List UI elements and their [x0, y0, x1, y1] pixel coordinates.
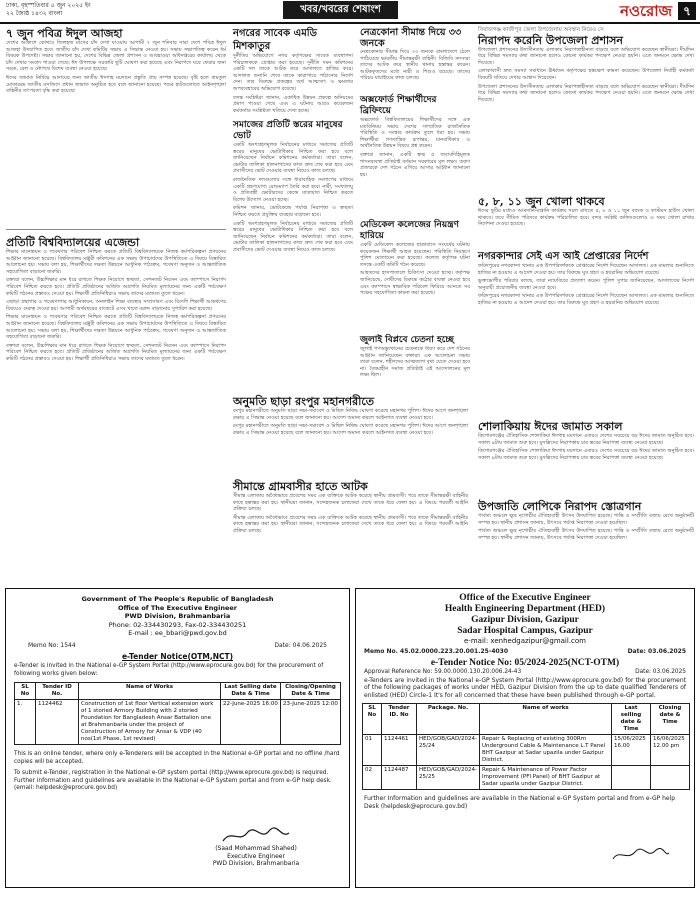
article-body: সীমান্ত এলাকায় অবৈধভাবে প্রবেশের সময় এক ব্যক্তিকে আটক করেছে স্থানীয় গ্রামবাসী। পরে তাকে সীমান্তরক্ষী বাহিনীর কাছে হস্তান্তর করা হয়। স্থানীয়রা জানান, সন্দেহজনক চলাফেরা দেখে তাকে ধরে ফেলা হয়। এ বিষয়ে পরবর্তী আইনি প্রক্রিয়া চলছে।	[233, 514, 468, 534]
issue-date	[6, 2, 116, 18]
table-header-row	[15, 683, 341, 700]
article-body: কিশোরগঞ্জের ঐতিহাসিক শোলাকিয়া ঈদগাহ ময়দানে এবারও দেশের সবচেয়ে বড় ঈদের জামাত অনুষ্ঠিত হবে। সকাল ৯টায় জামাত শুরু হবে। মুসল্লিদের নিরাপত্তায় চার স্তরের নিরাপত্তা ব্যবস্থা নেওয়া হয়েছে।	[478, 433, 694, 446]
article-medical	[360, 220, 470, 297]
article-kicker: সিরাজগঞ্জ কাজীপুর জেলা উপজেলায় অবস্থান নিয়েও সে	[478, 27, 604, 33]
cell: Repair & Maintenance of Power Factor Improvement (PFI Panel) of BHT Gazipur at Sadar upazila under Gazipur District.	[480, 766, 612, 790]
ad-line: Health Engineering Department (HED)	[444, 604, 606, 614]
article-mayor	[233, 27, 353, 114]
newspaper-logo: নওরোজ	[620, 2, 673, 20]
ad-line: Phone: 02-334430293, Fax-02-334430251	[108, 620, 247, 629]
article-body: শিক্ষার মানোন্নয়ন ও গবেষণার পরিবেশ নিশ্চিত করতে প্রতিটি বিশ্ববিদ্যালয়কে নিজস্ব কর্মপরিকল্পনা প্রণয়নের আহ্বান জানানো হয়েছে। বিশ্ববিদ্যালয় মঞ্জুরী কমিশনের এক সভায় উপাচার্যদের উপস্থিতিতে এ বিষয়ে বিস্তারিত আলোচনা হয়। সভায় বলা হয়, শিক্ষার্থীদের দক্ষতা উন্নয়নে আধুনিক পাঠ্যক্রম, গবেষণা অনুদান ও আন্তর্জাতিক সহযোগিতা বাড়ানো জরুরি।	[6, 249, 226, 275]
section-label: খবর/খবরের শেষাংশ	[283, 1, 398, 19]
article-body: পার্বত্য অঞ্চলে ক্ষুদ্র নৃগোষ্ঠীর ঐতিহ্যবাহী উৎসব উদযাপিত হয়েছে। শান্তি ও সম্প্রীতি বজায় রেখে অনুষ্ঠানটি সম্পন্ন হয়। স্থানীয় প্রশাসন জানায়, উৎসবে পর্যাপ্ত নিরাপত্তা দেওয়া হয়েছিল।	[478, 513, 694, 526]
signer-title: Executive Engineer	[227, 852, 285, 860]
article-title: ৭ জুন পবিত্র ঈদুল আজহা	[6, 27, 123, 40]
ad-line: PWD Division, Brahmanbaria	[124, 612, 231, 620]
cell: 22-June-2025 16:00	[221, 700, 281, 745]
article-body: বক্তারা বলেন, উচ্চশিক্ষার মান ধরে রাখতে শিক্ষক নিয়োগে স্বচ্ছতা, সেশনজট নিরসন এবং ক্যাম্পাসে নিরাপদ পরিবেশ নিশ্চিত করতে হবে। প্রতিটি প্রতিষ্ঠানের অর্জিত অগ্রগতি নিয়মিত মূল্যায়নের জন্য একটি পর্যবেক্ষণ কমিটি গঠনের প্রস্তাবও দেওয়া হয়। শিক্ষার্থী প্রতিনিধিরাও সভায় তাদের মতামত তুলে ধরেন।	[6, 277, 226, 297]
cell: 16/06/2025 12.00 pm	[651, 735, 690, 766]
article-jamaat	[478, 420, 694, 461]
cell: 1124461	[382, 735, 417, 766]
article-body: ঈদের ছুটির মধ্যেও আমদানি-রপ্তানি কার্যক্রম সচল রাখতে ৫, ৮ ও ১১ জুন ব্যাংক ও কাস্টমস হাউস খোলা থাকবে। তবে সীমিত পরিসরে কার্যক্রম পরিচালিত হবে। বন্দর সংশ্লিষ্ট অফিসগুলোও এ সময় খোলা রাখার নির্দেশনা দেওয়া হয়েছে।	[478, 208, 694, 228]
article-body: নেত্রকোনার সীমান্ত দিয়ে ৩৩ জনকে বাংলাদেশে ঠেলে পাঠিয়েছে ভারতীয় সীমান্তরক্ষী বাহিনী। বিজিবি সদস্যরা তাদের আটক করে স্থানীয় থানায় হস্তান্তর করেন। আটককৃতদের মধ্যে নারী ও শিশুও রয়েছে। তাদের পরিচয় যাচাইয়ের কাজ চলছে।	[360, 49, 470, 82]
notice-footer: Further Information and guidelines are available in the National e-GP System portal and from e-GP help Desk (helpdesk@eprocure.gov.bd)	[364, 795, 676, 810]
cell: 1124462	[36, 700, 79, 745]
article-title: অক্সফোর্ড শিক্ষার্থীদের ব্রিফিংয়ে	[360, 95, 437, 116]
article-body: পার্বত্য অঞ্চলে ক্ষুদ্র নৃগোষ্ঠীর ঐতিহ্যবাহী উৎসব উদযাপিত হয়েছে। শান্তি ও সম্প্রীতি বজায় রেখে অনুষ্ঠানটি সম্পন্ন হয়। স্থানীয় প্রশাসন জানায়, উৎসবে পর্যাপ্ত নিরাপত্তা দেওয়া হয়েছিল।	[478, 528, 694, 541]
cell: HED/GOB/GAD/2024-25/25	[417, 766, 480, 790]
article-body: রাজনৈতিক দলগুলোর সঙ্গে ধারাবাহিক সংলাপের মাধ্যমে একটি গ্রহণযোগ্য রোডম্যাপ তৈরি করা হবে। নারী, সংখ্যালঘু ও প্রতিবন্ধী ভোটারদের কেন্দ্রে যাতায়াত নিশ্চিত করতে বিশেষ উদ্যোগ নেওয়া হচ্ছে।	[233, 176, 353, 203]
divider	[6, 229, 226, 230]
article-body: ফরিদপুরের নগরকান্দা থানার এক উপপরিদর্শককে গ্রেপ্তারের নির্দেশ দিয়েছেন আদালত। এক মামলার শুনানিতে হাজির না হওয়ায় এ আদেশ দেওয়া হয়। তার বিরুদ্ধে ঘুষ গ্রহণ ও হয়রানির অভিযোগ রয়েছে।	[478, 263, 694, 276]
signer-name: (Saad Mohammad Shahed)	[215, 845, 297, 852]
article-yogi	[478, 500, 694, 541]
article-body: রংপুর মহানগরীতে অনুমতি ছাড়া সভা-সমাবেশ ও মিছিল নিষিদ্ধ ঘোষণা করেছে মহানগর পুলিশ। ঈদের আগে জনশৃঙ্খলা রক্ষায় এ সিদ্ধান্ত নেওয়া হয়েছে বলে জানানো হয়। আদেশ অমান্য করলে আইনগত ব্যবস্থা নেওয়া হবে।	[233, 423, 468, 436]
cell	[651, 766, 690, 790]
article-title: মেডিকেল কলেজের নিয়ন্ত্রণ হারিয়ে	[360, 220, 459, 241]
cell: 1124487	[382, 766, 417, 790]
ad-line: Office of The Executive Engineer	[118, 603, 237, 612]
article-border	[233, 480, 468, 535]
page-header	[0, 0, 700, 24]
article-body: কমিশন জানায়, ভোটকেন্দ্রে পর্যাপ্ত নিরাপত্তা ও স্বচ্ছতা নিশ্চিত করতে প্রযুক্তির ব্যবহার বাড়ানো হবে।	[233, 205, 353, 218]
article-body: দেশের আকাশে কোথাও জিলহজ মাসের চাঁদ দেখা যাওয়ায় আগামী ৭ জুন শনিবার সারা দেশে পবিত্র ঈদুল আজহা উদযাপিত হবে। জাতীয় চাঁদ দেখা কমিটির সভায় এ সিদ্ধান্ত নেওয়া হয়। সভায় সভাপতিত্ব করেন ধর্ম বিষয়ক উপদেষ্টা। সভায় জানানো হয়, দেশের বিভিন্ন জেলা প্রশাসন ও আবহাওয়া অধিদপ্তরের কার্যালয় থেকে চাঁদ দেখার সংবাদ পাওয়া গেছে। ঈদ উপলক্ষে সরকারি ছুটি ঘোষণা করা হয়েছে এবং নিরাপদে ঘরে ফেরার জন্য সড়ক, রেল ও নৌপথে বিশেষ ব্যবস্থা নেওয়া হয়েছে।	[6, 40, 226, 73]
article-body: একটি অংশগ্রহণমূলক নির্বাচনের মাধ্যমে সমাজের প্রতিটি স্তরের মানুষের ভোটাধিকার নিশ্চিত করা হবে বলে জানিয়েছেন নির্বাচন কমিশনের কর্মকর্তারা। তারা বলেন, ভোটার তালিকা হালনাগাদের কাজ দ্রুত শেষ করা হবে এবং প্রবাসীদের ভোট দেওয়ার ব্যবস্থা নিয়েও কাজ চলছে।	[233, 142, 353, 175]
article-title: জুলাই বিপ্লবে চেতনা হচ্ছে	[360, 335, 454, 345]
col-header: Name of Works	[79, 683, 221, 700]
article-body: উপজেলা প্রশাসনের উদাসীনতায় এলাকায় নিরাপত্তাহীনতা বাড়ছে বলে অভিযোগ করেছেন স্থানীয়রা। দীর্ঘদিন ধরে বিভিন্ন সমস্যার কথা জানানো হলেও কোনো কার্যকর পদক্ষেপ নেওয়া হয়নি। এতে জনমনে ক্ষোভ দেখা দিয়েছে।	[478, 83, 694, 103]
article-title: ৫, ৮, ১১ জুন খোলা থাকবে	[478, 195, 605, 208]
signature-icon	[611, 847, 671, 863]
article-body: বক্তারা জানান, একটি স্বচ্ছ ও জবাবদিহিমূলক শাসনব্যবস্থা প্রতিষ্ঠাই বর্তমান সরকারের মূল লক্ষ্য। তরুণ প্রজন্মকে দেশ গঠনে এগিয়ে আসার আহ্বান জানানো হয়।	[360, 151, 470, 178]
tender-notice-pwd	[5, 588, 350, 888]
cell: HED/GOB/GAD/2024-25/24	[417, 735, 480, 766]
col-header: Package. No.	[417, 704, 480, 735]
article-body: এছাড়া গ্রন্থাগার ও গবেষণাগার আধুনিকায়ন, অনলাইন শিক্ষা ব্যবস্থার সম্প্রসারণ এবং বিদেশি শিক্ষার্থী আকর্ষণের বিষয়েও গুরুত্ব দেওয়া হয়। আগামী অর্থবছরের বাজেটে এসব খাতে বরাদ্দ বাড়ানোর সুপারিশ করা হয়েছে।	[6, 299, 226, 312]
article-title: শোলাকিয়ায় ঈদের জামাত সকাল	[478, 420, 623, 433]
ad-line: Government of The People's Republic of Bangladesh	[81, 595, 274, 603]
col-header: Tender ID. No	[382, 704, 417, 735]
cell	[612, 766, 651, 790]
memo-date: Date: 04.06.2025	[274, 641, 327, 649]
memo-row	[356, 646, 694, 655]
notice-footer: To submit e-Tender, registration in the National e-GP system portal (http://www.eprocure.gov.bd) is required. Further information and guidelines are available in the National e-GP System portal and from e-GP help desk. (email: helpdesk@eprocure.gov.bd)	[14, 770, 332, 791]
ad-email: E-mail : ee_bbari@pwd.gov.bd	[128, 629, 227, 637]
cell: 1.	[15, 700, 36, 745]
signature-block	[196, 845, 316, 868]
cell: 02	[363, 766, 382, 790]
ad-line: Gazipur Division, Gazipur	[471, 615, 579, 625]
table-row	[363, 735, 690, 766]
cell: 01	[363, 735, 382, 766]
notice-title: e-Tender Notice No: 05/2024-2025(NCT-OTM)	[430, 657, 620, 668]
signer-office: PWD Division, Brahmanbaria	[212, 860, 300, 867]
article-body: কিশোরগঞ্জের ঐতিহাসিক শোলাকিয়া ঈদগাহ ময়দানে এবারও দেশের সবচেয়ে বড় ঈদের জামাত অনুষ্ঠিত হবে। সকাল ৯টায় জামাত শুরু হবে। মুসল্লিদের নিরাপত্তায় চার স্তরের নিরাপত্তা ব্যবস্থা নেওয়া হয়েছে।	[478, 448, 694, 461]
article-title: প্রতিটি বিশ্ববিদ্যালয়ের এজেন্ডা	[6, 236, 140, 249]
memo-row	[6, 638, 349, 649]
cell: 15/06/2025 16.00	[612, 735, 651, 766]
col-header: Last Selling date Date & Time	[221, 683, 281, 700]
article-body: আহতদের হাসপাতালে চিকিৎসা দেওয়া হচ্ছে। কর্তৃপক্ষ জানিয়েছে, দোষীদের বিরুদ্ধে কঠোর ব্যবস্থা নেওয়া হবে এবং ক্যাম্পাসে স্বাভাবিক পরিবেশ ফিরিয়ে আনতে সব পক্ষের সহযোগিতা কামনা করা হয়েছে।	[360, 270, 470, 297]
approval-ref: Approval Reference No: 59.00.0000.130.20.006.24-43	[364, 668, 522, 675]
col-header: Closing/Opening Date & Time	[281, 683, 341, 700]
article-upazila	[478, 27, 694, 103]
article-body: ফরিদপুরের নগরকান্দা থানার এক উপপরিদর্শককে গ্রেপ্তারের নির্দেশ দিয়েছেন আদালত। এক মামলার শুনানিতে হাজির না হওয়ায় এ আদেশ দেওয়া হয়। তার বিরুদ্ধে ঘুষ গ্রহণ ও হয়রানির অভিযোগ রয়েছে।	[478, 293, 694, 306]
date-bangla: ২২ জ্যৈষ্ঠ ১৪৩২ বাংলা	[6, 10, 63, 17]
article-nagarkanda	[478, 250, 694, 307]
article-body: দুর্নীতির অভিযোগে নগর কর্তৃপক্ষের সাবেক ব্যবস্থাপনা পরিচালককে গ্রেপ্তার করা হয়েছে। দুর্নীতি দমন কমিশনের একটি দল তাকে আটক করে আদালতে হাজির করে। আদালত শুনানি শেষে তাকে কারাগারে পাঠানোর নির্দেশ দেন। তার বিরুদ্ধে প্রকল্পের অর্থ আত্মসাৎ ও ক্ষমতার অপব্যবহারের অভিযোগ রয়েছে।	[233, 53, 353, 92]
article-body: বক্তারা বলেন, উচ্চশিক্ষার মান ধরে রাখতে শিক্ষক নিয়োগে স্বচ্ছতা, সেশনজট নিরসন এবং ক্যাম্পাসে নিরাপদ পরিবেশ নিশ্চিত করতে হবে। প্রতিটি প্রতিষ্ঠানের অর্জিত অগ্রগতি নিয়মিত মূল্যায়নের জন্য একটি পর্যবেক্ষণ কমিটি গঠনের প্রস্তাবও দেওয়া হয়। শিক্ষার্থী প্রতিনিধিরাও সভায় তাদের মতামত তুলে ধরেন।	[6, 342, 226, 362]
article-oxford	[360, 95, 470, 178]
col-header: Last selling date & Time	[612, 704, 651, 735]
article-open	[478, 195, 694, 228]
article-july	[360, 335, 470, 379]
article-body: সীমান্ত এলাকায় অবৈধভাবে প্রবেশের সময় এক ব্যক্তিকে আটক করেছে স্থানীয় গ্রামবাসী। পরে তাকে সীমান্তরক্ষী বাহিনীর কাছে হস্তান্তর করা হয়। স্থানীয়রা জানান, সন্দেহজনক চলাফেরা দেখে তাকে ধরে ফেলা হয়। এ বিষয়ে পরবর্তী আইনি প্রক্রিয়া চলছে।	[233, 493, 468, 513]
ad-email: e-mail: xenhedgazipur@gmail.com	[464, 637, 586, 645]
memo-date: Date: 03.06.2025	[627, 647, 686, 655]
article-title: নেত্রকোনা সীমান্ত দিয়ে ৩৩ জনকে	[360, 27, 462, 49]
cell: Repair & Replacing of existing 300Rm Underground Cable & Maintenance L.T Panel BHT Gazipur at Sadar upazila under Gazipur District.	[480, 735, 612, 766]
col-header: SL No	[15, 683, 36, 700]
ad-line: Office of the Executive Engineer	[459, 593, 591, 603]
table-row	[363, 766, 690, 790]
article-eid	[6, 27, 226, 95]
article-title: নিরাপদ করেনি উপজেলা প্রশাসন	[478, 33, 623, 47]
tender-notice-hed	[355, 588, 695, 888]
notice-intro: e-Tender is invited in the National e-GP System Portal (http://www.eprocure.gov.bd) for the procurement of following works given below:	[14, 663, 324, 677]
article-body: উপজেলা প্রশাসনের উদাসীনতায় এলাকায় নিরাপত্তাহীনতা বাড়ছে বলে অভিযোগ করেছেন স্থানীয়রা। দীর্ঘদিন ধরে বিভিন্ন সমস্যার কথা জানানো হলেও কোনো কার্যকর পদক্ষেপ নেওয়া হয়নি। এতে জনমনে ক্ষোভ দেখা দিয়েছে।	[478, 46, 694, 66]
date-gregorian: ঢাকা, বৃহস্পতিবার ৫ জুন ২০২৫ ইং	[6, 2, 91, 9]
table-row	[15, 700, 341, 745]
notice-intro: e-Tenders are invited in the National e-GP System Portal (http://www.eprocure.gov.bd) for the procurement of the following packages of works under HED, Gazipur Division from the up to date qualified Tenderers of enlisted (HED) Circle-1 It's for all concerned that these have been published through e-GP portal.	[364, 676, 686, 699]
article-rangpur	[233, 395, 468, 436]
tender-table	[14, 682, 341, 745]
approval-date: Date: 03.06.2025	[635, 668, 686, 675]
notice-title: e-Tender Notice(OTM,NCT)	[121, 651, 234, 661]
table-header-row	[363, 704, 690, 735]
article-title: অনুমতি ছাড়া রংপুর মহানগরীতে	[233, 395, 375, 408]
col-header: Tender ID No.	[36, 683, 79, 700]
article-netrokona	[360, 27, 470, 82]
article-body: ঈদের জামাত নির্বিঘ্নে আদায়ের জন্য জাতীয় ঈদগাহ ময়দানে প্রস্তুতি প্রায় সম্পন্ন হয়েছে। বৃষ্টি হলে বায়তুল মোকাররম জাতীয় মসজিদে প্রধান জামাত অনুষ্ঠিত হবে বলে জানানো হয়েছে। পশুর হাটগুলোতে আইনশৃঙ্খলা বাহিনীর তৎপরতা বৃদ্ধি করা হয়েছে।	[6, 74, 226, 95]
article-body: অক্সফোর্ড বিশ্ববিদ্যালয়ের শিক্ষার্থীদের সঙ্গে এক মতবিনিময় সভায় দেশের সাম্প্রতিক রাজনৈতিক পরিস্থিতি ও সংস্কার কার্যক্রম তুলে ধরা হয়। সভায় শিক্ষার্থীরা গণতান্ত্রিক রূপান্তর, মানবাধিকার ও অর্থনৈতিক উন্নয়ন বিষয়ে প্রশ্ন করেন।	[360, 117, 470, 150]
article-body: একটি অংশগ্রহণমূলক নির্বাচনের মাধ্যমে সমাজের প্রতিটি স্তরের মানুষের ভোটাধিকার নিশ্চিত করা হবে বলে জানিয়েছেন নির্বাচন কমিশনের কর্মকর্তারা। তারা বলেন, ভোটার তালিকা হালনাগাদের কাজ দ্রুত শেষ করা হবে এবং প্রবাসীদের ভোট দেওয়ার ব্যবস্থা নিয়েও কাজ চলছে।	[233, 220, 353, 253]
col-header: Closing date & Time	[651, 704, 690, 735]
memo-no: Memo No: 1544	[28, 641, 76, 649]
col-header: Name of works	[480, 704, 612, 735]
article-body: এলাকাবাসী দ্রুত সমস্যা সমাধানে ঊর্ধ্বতন কর্তৃপক্ষের হস্তক্ষেপ কামনা করেছেন। উপজেলা নির্বাহী কর্মকর্তা বিষয়টি খতিয়ে দেখার আশ্বাস দিয়েছেন।	[478, 68, 694, 81]
tender-table	[362, 703, 690, 790]
article-body: তদন্ত সংশ্লিষ্টরা জানান, একাধিক উন্নয়ন প্রকল্পে অনিয়মের প্রমাণ পাওয়া গেছে এবং এ ঘটনায় আরও কয়েকজন কর্মকর্তার সংশ্লিষ্টতা খতিয়ে দেখা হচ্ছে।	[233, 94, 353, 114]
article-body: শিক্ষার মানোন্নয়ন ও গবেষণার পরিবেশ নিশ্চিত করতে প্রতিটি বিশ্ববিদ্যালয়কে নিজস্ব কর্মপরিকল্পনা প্রণয়নের আহ্বান জানানো হয়েছে। বিশ্ববিদ্যালয় মঞ্জুরী কমিশনের এক সভায় উপাচার্যদের উপস্থিতিতে এ বিষয়ে বিস্তারিত আলোচনা হয়। সভায় বলা হয়, শিক্ষার্থীদের দক্ষতা উন্নয়নে আধুনিক পাঠ্যক্রম, গবেষণা অনুদান ও আন্তর্জাতিক সহযোগিতা বাড়ানো জরুরি।	[6, 314, 226, 341]
signature-icon	[221, 827, 291, 845]
article-body: রংপুর মহানগরীতে অনুমতি ছাড়া সভা-সমাবেশ ও মিছিল নিষিদ্ধ ঘোষণা করেছে মহানগর পুলিশ। ঈদের আগে জনশৃঙ্খলা রক্ষায় এ সিদ্ধান্ত নেওয়া হয়েছে বলে জানানো হয়। আদেশ অমান্য করলে আইনগত ব্যবস্থা নেওয়া হবে।	[233, 408, 468, 421]
ad-line: Sadar Hospital Campus, Gazipur	[457, 626, 593, 636]
article-agenda	[6, 236, 226, 363]
article-body: একটি মেডিকেল কলেজের ছাত্রাবাসে সংঘর্ষের ঘটনায় কয়েকজন শিক্ষার্থী আহত হয়েছেন। পরিস্থিতি নিয়ন্ত্রণে পুলিশ মোতায়েন করা হয়েছে। কলেজ কর্তৃপক্ষ ঘটনা তদন্তে একটি কমিটি গঠন করেছে।	[360, 242, 470, 268]
notice-footer: This is an online tender, where only e-Tenderers will be accepted in the National e-GP portal and no offline /hard copies will be accepted.	[14, 751, 340, 765]
article-title: নগরের সাবেক এমডি মিশকাতুর	[233, 28, 317, 52]
article-samaj	[233, 120, 353, 254]
page-number: ৭	[678, 2, 696, 20]
col-header: SL No	[363, 704, 382, 735]
article-body: ভুক্তভোগীর পরিবার বলছে, তারা ন্যায়বিচার প্রত্যাশা করেন। পুলিশ সুপার জানিয়েছেন, আদালতের নির্দেশ অনুযায়ী প্রয়োজনীয় ব্যবস্থা নেওয়া হবে।	[478, 278, 694, 291]
article-title: সীমান্তে গ্রামবাসীর হাতে আটক	[233, 480, 368, 493]
article-title: নগরকান্দার সেই এস আই প্রেপ্তারের নির্দেশ	[478, 251, 649, 262]
article-title: সমাজের প্রতিটি স্তরের মানুষের ভোট	[233, 120, 343, 141]
memo-no: Memo No. 45.02.0000.223.20.001.25-4030	[364, 647, 509, 655]
article-body: জুলাই গণঅভ্যুত্থানের চেতনাকে ধারণ করে দেশ গঠনের আহ্বান জানিয়েছেন বক্তারা। এক আলোচনা সভায় তারা বলেন, শহীদদের আত্মত্যাগ বৃথা যেতে দেওয়া হবে না। বৈষম্যহীন সমাজ প্রতিষ্ঠাই এই আন্দোলনের মূল লক্ষ্য ছিল।	[360, 346, 470, 379]
article-title: উপজাতি লোপিকে নিরাপদ স্তোত্রগান	[478, 500, 642, 513]
cell: 23-June-2025 12:00	[281, 700, 341, 745]
cell: Construction of 1st floor Vertical extension work of 1 storied Armory Building with 2 storied Foundation for Bangladesh Ansar Battalion one at Brahmanbaria under the project of Construction of Armory for Ansar & VDP (40 nos(1st Phase, 1st revised)	[79, 700, 221, 745]
